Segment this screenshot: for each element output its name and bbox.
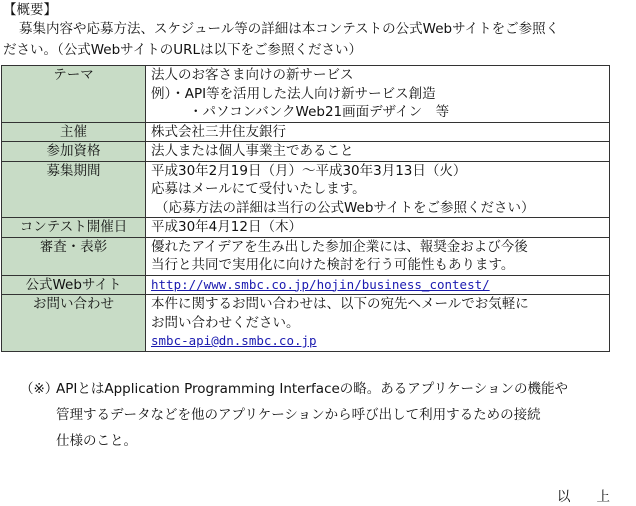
label-theme: テーマ [2,66,146,123]
label-eligibility: 参加資格 [2,142,146,162]
value-period [146,161,610,218]
intro-line-1: 募集内容や応募方法、スケジュール等の詳細は本コンテストの公式Webサイトをご参照く [19,21,560,37]
intro-line-2: ださい。（公式WebサイトのURLは以下をご参照ください） [3,42,363,58]
label-period: 募集期間 [2,161,146,218]
judging-line-1: 優れたアイデアを生み出した参加企業には、報奨金および今後 [151,238,528,255]
section-heading: 【概要】 [3,2,57,18]
table-row-eligibility [2,142,610,162]
label-judging: 審査・表彰 [2,237,146,275]
value-theme [146,66,610,123]
theme-line-2: 例）・API等を活用した法人向け新サービス創造 [151,85,436,102]
label-contact: お問い合わせ [2,295,146,352]
table-row-website [2,275,610,295]
period-line-3: （応募方法の詳細は当行の公式Webサイトをご参照ください） [155,199,535,216]
overview-table [1,65,610,352]
table-row-theme [2,66,610,123]
website-link[interactable]: http://www.smbc.co.jp/hojin/business_contest/ [151,276,490,292]
label-event-date: コンテスト開催日 [2,218,146,238]
value-eligibility: 法人または個人事業主であること [146,142,610,162]
footnote-mark: （※） [20,381,59,397]
footnote-line-3: 仕様のこと。 [56,433,137,449]
value-sponsor: 株式会社三井住友銀行 [146,122,610,142]
period-line-1: 平成30年2月19日（月）～平成30年3月13日（火） [151,162,467,179]
table-row-contact [2,295,610,352]
contact-line-1: 本件に関するお問い合わせは、以下の宛先へメールでお気軽に [151,296,529,312]
contact-email-link[interactable]: smbc-api@dn.smbc.co.jp [151,333,317,348]
value-judging [146,237,610,275]
footnote-line-2: 管理するデータなどを他のアプリケーションから呼び出して利用するための接続 [56,407,541,423]
closing-mark: 以上 [557,489,636,505]
intro-paragraph [3,19,611,61]
footnote-line-1: APIとはApplication Programming Interfaceの略。あるアプリケーションの機能や [56,381,568,397]
table-row-sponsor [2,122,610,142]
table-row-judging [2,237,610,275]
label-sponsor: 主催 [2,122,146,142]
contact-line-2: お問い合わせください。 [151,314,300,331]
footnote [20,376,616,454]
value-website [146,275,610,295]
label-website: 公式Webサイト [2,275,146,295]
table-row-event-date [2,218,610,238]
theme-line-3: ・パソコンバンクWeb21画面デザイン 等 [189,104,450,120]
table-row-period [2,161,610,218]
value-event-date: 平成30年4月12日（木） [146,218,610,238]
theme-line-1: 法人のお客さま向けの新サービス [151,67,354,83]
judging-line-2: 当行と共同で実用化に向けた検討を行う可能性もあります。 [151,257,515,273]
value-contact [146,295,610,352]
period-line-2: 応募はメールにて受付いたします。 [151,181,366,197]
